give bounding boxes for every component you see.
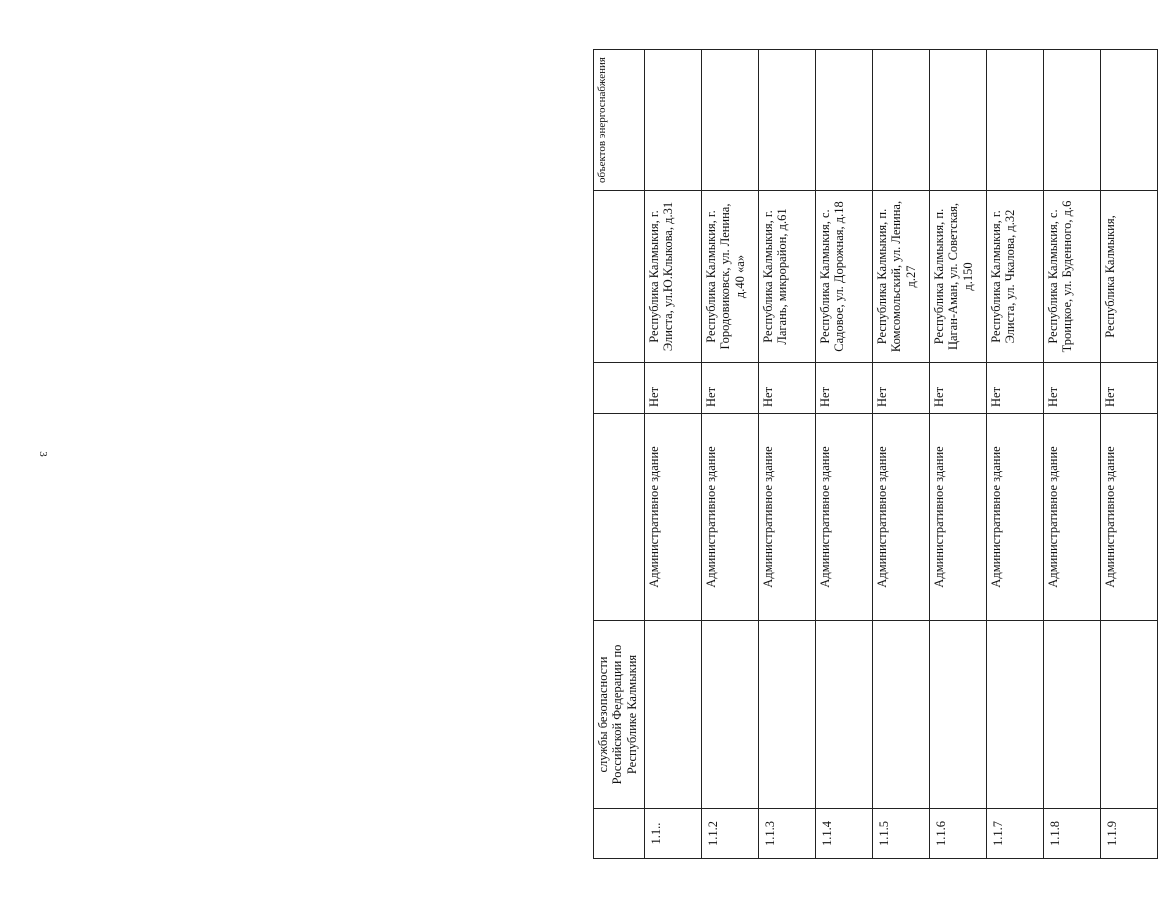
row-name xyxy=(1044,621,1101,809)
table-row xyxy=(873,50,930,859)
table-row xyxy=(759,50,816,859)
row-type: Административное здание xyxy=(873,414,930,621)
row-address: Республика Калмыкия, г. Элиста, ул.Ю.Клыкова, д.31 xyxy=(645,191,702,363)
row-type: Административное здание xyxy=(759,414,816,621)
row-type: Административное здание xyxy=(702,414,759,621)
row-name xyxy=(759,621,816,809)
row-address: Республика Калмыкия, г. Элиста, ул. Чкалова, д.32 xyxy=(987,191,1044,363)
row-flag: Нет xyxy=(759,363,816,414)
row-type: Административное здание xyxy=(987,414,1044,621)
row-type: Административное здание xyxy=(930,414,987,621)
row-address: Республика Калмыкия, г. Лагань, микрорайон, д.61 xyxy=(759,191,816,363)
table-row xyxy=(702,50,759,859)
table-row xyxy=(1044,50,1101,859)
row-object xyxy=(1101,50,1158,191)
row-name xyxy=(873,621,930,809)
header-name-cell: службы безопасности Российской Федерации по Республике Калмыкия xyxy=(594,621,645,809)
row-object xyxy=(1044,50,1101,191)
row-number: 1.1.6 xyxy=(930,809,987,859)
row-object xyxy=(702,50,759,191)
row-flag: Нет xyxy=(816,363,873,414)
row-name xyxy=(702,621,759,809)
row-object xyxy=(930,50,987,191)
table-header-row xyxy=(594,50,645,859)
header-object-cell: объектов энергоснабжения xyxy=(594,50,645,191)
row-name xyxy=(930,621,987,809)
row-flag: Нет xyxy=(987,363,1044,414)
row-flag: Нет xyxy=(873,363,930,414)
row-type: Административное здание xyxy=(1101,414,1158,621)
row-type: Административное здание xyxy=(645,414,702,621)
row-number: 1.1.4 xyxy=(816,809,873,859)
row-name xyxy=(645,621,702,809)
row-flag: Нет xyxy=(702,363,759,414)
row-address: Республика Калмыкия, г. Городовиковск, ул. Ленина, д.40 «а» xyxy=(702,191,759,363)
row-name xyxy=(1101,621,1158,809)
objects-table xyxy=(593,49,1158,859)
header-num-cell xyxy=(594,809,645,859)
row-flag: Нет xyxy=(1101,363,1158,414)
row-object xyxy=(759,50,816,191)
row-object xyxy=(816,50,873,191)
row-number: 1.1.3 xyxy=(759,809,816,859)
table-row xyxy=(645,50,702,859)
header-address-cell xyxy=(594,191,645,363)
row-number: 1.1.. xyxy=(645,809,702,859)
row-name xyxy=(987,621,1044,809)
row-address: Республика Калмыкия, с. Троицкое, ул. Буденного, д.6 xyxy=(1044,191,1101,363)
header-type-cell xyxy=(594,414,645,621)
row-object xyxy=(987,50,1044,191)
row-address: Республика Калмыкия, п. Цаган-Аман, ул. Советская, д.150 xyxy=(930,191,987,363)
row-number: 1.1.2 xyxy=(702,809,759,859)
page-number: 3 xyxy=(36,451,49,457)
rotated-table-page xyxy=(593,50,1119,859)
table-row xyxy=(987,50,1044,859)
row-number: 1.1.7 xyxy=(987,809,1044,859)
row-object xyxy=(873,50,930,191)
row-name xyxy=(816,621,873,809)
row-object xyxy=(645,50,702,191)
row-address: Республика Калмыкия, с. Садовое, ул. Дорожная, д.18 xyxy=(816,191,873,363)
row-number: 1.1.5 xyxy=(873,809,930,859)
row-number: 1.1.9 xyxy=(1101,809,1158,859)
row-number: 1.1.8 xyxy=(1044,809,1101,859)
header-flag-cell xyxy=(594,363,645,414)
row-address: Республика Калмыкия, п. Комсомольский, ул. Ленина, д.27 xyxy=(873,191,930,363)
row-type: Административное здание xyxy=(816,414,873,621)
row-type: Административное здание xyxy=(1044,414,1101,621)
table-row xyxy=(930,50,987,859)
row-flag: Нет xyxy=(1044,363,1101,414)
row-flag: Нет xyxy=(930,363,987,414)
table-row xyxy=(816,50,873,859)
row-flag: Нет xyxy=(645,363,702,414)
row-address: Республика Калмыкия, xyxy=(1101,191,1158,363)
table-row xyxy=(1101,50,1158,859)
